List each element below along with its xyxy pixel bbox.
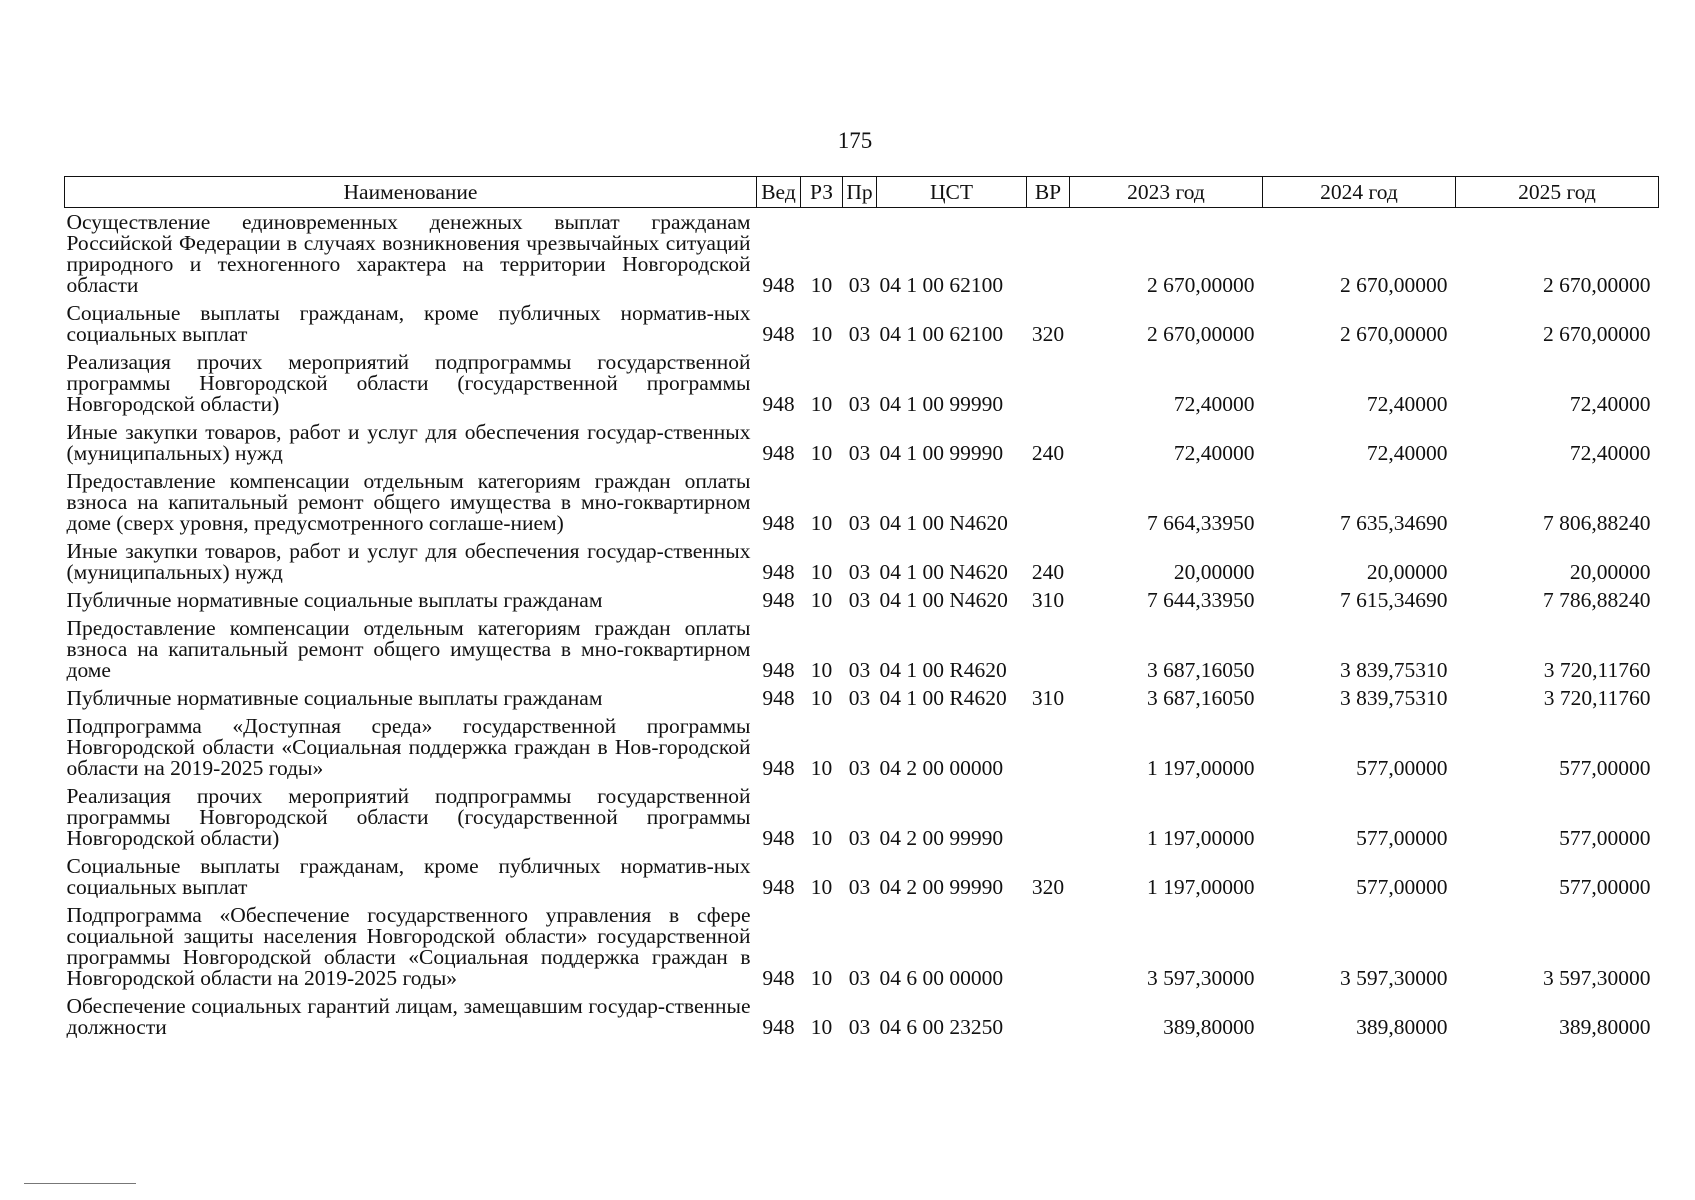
- row-vr: [1027, 348, 1070, 418]
- row-2025: 2 670,00000: [1543, 322, 1651, 346]
- row-name: Иные закупки товаров, работ и услуг для обеспечения государ-ственных (муниципальных) нужд: [66, 539, 751, 584]
- row-2025: 2 670,00000: [1543, 273, 1651, 297]
- header-2024: 2024 год: [1263, 177, 1456, 208]
- header-vr: ВР: [1027, 177, 1070, 208]
- row-rz: 10: [810, 392, 833, 416]
- header-ved: Вед: [757, 177, 801, 208]
- row-pr: 03: [848, 756, 871, 780]
- table-row: [65, 712, 1659, 782]
- row-rz: 10: [810, 322, 833, 346]
- table-row: [65, 537, 1659, 586]
- row-2023: 1 197,00000: [1147, 875, 1255, 899]
- row-2023: 7 664,33950: [1147, 511, 1255, 535]
- table-row: [65, 901, 1659, 992]
- row-2024: 2 670,00000: [1340, 322, 1448, 346]
- row-name: Реализация прочих мероприятий подпрограммы государственной программы Новгородской области (государственной программы Новгородской области): [66, 350, 751, 416]
- row-2024: 7 615,34690: [1340, 588, 1448, 612]
- row-ved: 948: [762, 560, 795, 584]
- row-ved: 948: [762, 875, 795, 899]
- row-cst: 04 2 00 99990: [879, 826, 1004, 850]
- row-vr: 310: [1031, 588, 1065, 612]
- row-vr: 240: [1031, 560, 1065, 584]
- row-vr: [1027, 782, 1070, 852]
- row-name: Социальные выплаты гражданам, кроме публичных норматив-ных социальных выплат: [66, 301, 751, 346]
- table-row: [65, 348, 1659, 418]
- row-2023: 7 644,33950: [1147, 588, 1255, 612]
- table-row: [65, 782, 1659, 852]
- row-pr: 03: [848, 966, 871, 990]
- table-row: [65, 299, 1659, 348]
- budget-table: [64, 176, 1659, 1041]
- row-pr: 03: [848, 511, 871, 535]
- table-row: [65, 684, 1659, 712]
- row-2025: 72,40000: [1569, 441, 1651, 465]
- row-2025: 3 597,30000: [1543, 966, 1651, 990]
- row-vr: 320: [1031, 875, 1065, 899]
- row-vr: [1027, 208, 1070, 300]
- footer-divider: [24, 1183, 136, 1184]
- row-2023: 72,40000: [1173, 441, 1255, 465]
- row-2023: 1 197,00000: [1147, 826, 1255, 850]
- row-cst: 04 2 00 99990: [879, 875, 1004, 899]
- row-rz: 10: [810, 826, 833, 850]
- row-vr: [1027, 614, 1070, 684]
- row-name: Реализация прочих мероприятий подпрограммы государственной программы Новгородской области (государственной программы Новгородской области): [66, 784, 751, 850]
- row-name: Подпрограмма «Обеспечение государственного управления в сфере социальной защиты населения Новгородской области» государственной программы Новгородской области «Социальная поддержка граждан в Новгородской области на 2019-2025 годы»: [66, 903, 751, 990]
- table-row: [65, 586, 1659, 614]
- header-2023: 2023 год: [1070, 177, 1263, 208]
- row-name: Обеспечение социальных гарантий лицам, замещавшим государ-ственные должности: [66, 994, 751, 1039]
- row-ved: 948: [762, 826, 795, 850]
- row-ved: 948: [762, 322, 795, 346]
- row-2023: 2 670,00000: [1147, 322, 1255, 346]
- row-pr: 03: [848, 686, 871, 710]
- row-cst: 04 1 00 62100: [879, 322, 1004, 346]
- header-pr: Пр: [843, 177, 877, 208]
- row-2025: 20,00000: [1569, 560, 1651, 584]
- row-pr: 03: [848, 322, 871, 346]
- row-name: Подпрограмма «Доступная среда» государственной программы Новгородской области «Социальная поддержка граждан в Нов-городской области на 2019-2025 годы»: [66, 714, 751, 780]
- row-rz: 10: [810, 658, 833, 682]
- row-2024: 389,80000: [1356, 1015, 1448, 1039]
- row-name: Публичные нормативные социальные выплаты гражданам: [66, 686, 603, 710]
- row-ved: 948: [762, 1015, 795, 1039]
- row-cst: 04 1 00 N4620: [879, 511, 1008, 535]
- row-vr: 240: [1031, 441, 1065, 465]
- row-pr: 03: [848, 273, 871, 297]
- row-cst: 04 1 00 99990: [879, 441, 1004, 465]
- row-2024: 7 635,34690: [1340, 511, 1448, 535]
- row-cst: 04 1 00 R4620: [879, 658, 1007, 682]
- row-cst: 04 6 00 23250: [879, 1015, 1004, 1039]
- header-row: [65, 177, 1659, 208]
- row-rz: 10: [810, 511, 833, 535]
- row-cst: 04 6 00 00000: [879, 966, 1004, 990]
- row-ved: 948: [762, 966, 795, 990]
- row-cst: 04 2 00 00000: [879, 756, 1004, 780]
- row-2025: 577,00000: [1559, 875, 1651, 899]
- row-ved: 948: [762, 511, 795, 535]
- row-cst: 04 1 00 R4620: [879, 686, 1007, 710]
- row-cst: 04 1 00 N4620: [879, 588, 1008, 612]
- row-ved: 948: [762, 686, 795, 710]
- row-2025: 389,80000: [1559, 1015, 1651, 1039]
- row-ved: 948: [762, 441, 795, 465]
- row-2025: 577,00000: [1559, 756, 1651, 780]
- row-cst: 04 1 00 N4620: [879, 560, 1008, 584]
- row-2024: 577,00000: [1356, 875, 1448, 899]
- row-vr: [1027, 901, 1070, 992]
- table-row: [65, 467, 1659, 537]
- table-row: [65, 992, 1659, 1041]
- row-2024: 72,40000: [1366, 441, 1448, 465]
- row-2024: 20,00000: [1366, 560, 1448, 584]
- row-ved: 948: [762, 756, 795, 780]
- row-2023: 389,80000: [1163, 1015, 1255, 1039]
- row-2024: 3 839,75310: [1340, 658, 1448, 682]
- row-pr: 03: [848, 588, 871, 612]
- header-cst: ЦСТ: [877, 177, 1027, 208]
- row-name: Предоставление компенсации отдельным категориям граждан оплаты взноса на капитальный ремонт общего имущества в мно-гоквартирном доме (сверх уровня, предусмотренного соглаше-нием): [66, 469, 751, 535]
- row-vr: 320: [1031, 322, 1065, 346]
- row-ved: 948: [762, 392, 795, 416]
- header-rz: РЗ: [801, 177, 843, 208]
- row-rz: 10: [810, 966, 833, 990]
- row-pr: 03: [848, 441, 871, 465]
- row-rz: 10: [810, 273, 833, 297]
- row-pr: 03: [848, 392, 871, 416]
- row-ved: 948: [762, 273, 795, 297]
- row-pr: 03: [848, 1015, 871, 1039]
- row-name: Публичные нормативные социальные выплаты гражданам: [66, 588, 603, 612]
- table-row: [65, 852, 1659, 901]
- row-pr: 03: [848, 658, 871, 682]
- row-rz: 10: [810, 560, 833, 584]
- row-rz: 10: [810, 441, 833, 465]
- row-2024: 72,40000: [1366, 392, 1448, 416]
- header-2025: 2025 год: [1456, 177, 1659, 208]
- row-rz: 10: [810, 686, 833, 710]
- row-2023: 3 687,16050: [1147, 686, 1255, 710]
- row-2025: 7 806,88240: [1543, 511, 1651, 535]
- row-2024: 577,00000: [1356, 826, 1448, 850]
- row-2025: 577,00000: [1559, 826, 1651, 850]
- row-name: Предоставление компенсации отдельным категориям граждан оплаты взноса на капитальный ремонт общего имущества в мно-гоквартирном доме: [66, 616, 751, 682]
- row-pr: 03: [848, 826, 871, 850]
- table-row: [65, 418, 1659, 467]
- row-rz: 10: [810, 1015, 833, 1039]
- row-ved: 948: [762, 658, 795, 682]
- row-2025: 3 720,11760: [1543, 686, 1651, 710]
- row-rz: 10: [810, 588, 833, 612]
- row-cst: 04 1 00 99990: [879, 392, 1004, 416]
- row-2023: 1 197,00000: [1147, 756, 1255, 780]
- table-body: [65, 208, 1659, 1042]
- row-2025: 3 720,11760: [1543, 658, 1651, 682]
- row-name: Социальные выплаты гражданам, кроме публичных норматив-ных социальных выплат: [66, 854, 751, 899]
- row-name: Иные закупки товаров, работ и услуг для обеспечения государ-ственных (муниципальных) нужд: [66, 420, 751, 465]
- row-2025: 7 786,88240: [1543, 588, 1651, 612]
- row-rz: 10: [810, 875, 833, 899]
- header-name: Наименование: [65, 177, 757, 208]
- row-2025: 72,40000: [1569, 392, 1651, 416]
- row-name: Осуществление единовременных денежных выплат гражданам Российской Федерации в случаях возникновения чрезвычайных ситуаций природного и техногенного характера на территории Новгородской области: [66, 210, 751, 297]
- row-vr: [1027, 992, 1070, 1041]
- table-row: [65, 208, 1659, 300]
- table-header: [65, 177, 1659, 208]
- page-number: 175: [837, 128, 873, 153]
- row-vr: [1027, 712, 1070, 782]
- row-rz: 10: [810, 756, 833, 780]
- row-2023: 3 597,30000: [1147, 966, 1255, 990]
- row-2024: 2 670,00000: [1340, 273, 1448, 297]
- row-vr: 310: [1031, 686, 1065, 710]
- row-2024: 3 597,30000: [1340, 966, 1448, 990]
- row-2024: 577,00000: [1356, 756, 1448, 780]
- row-vr: [1027, 467, 1070, 537]
- row-pr: 03: [848, 560, 871, 584]
- row-2024: 3 839,75310: [1340, 686, 1448, 710]
- row-2023: 2 670,00000: [1147, 273, 1255, 297]
- table-row: [65, 614, 1659, 684]
- row-2023: 20,00000: [1173, 560, 1255, 584]
- row-cst: 04 1 00 62100: [879, 273, 1004, 297]
- row-pr: 03: [848, 875, 871, 899]
- row-2023: 72,40000: [1173, 392, 1255, 416]
- row-2023: 3 687,16050: [1147, 658, 1255, 682]
- row-ved: 948: [762, 588, 795, 612]
